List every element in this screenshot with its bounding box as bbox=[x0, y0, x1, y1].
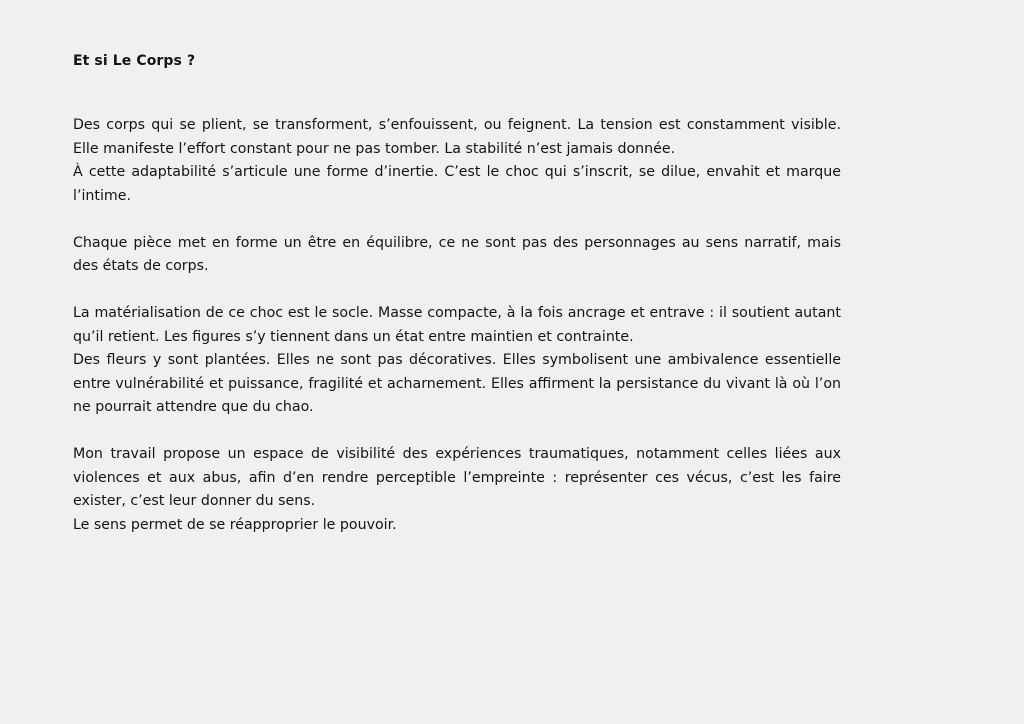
paragraph-spacer bbox=[73, 420, 841, 444]
paragraph-work: Mon travail propose un espace de visibilité des expériences traumatiques, notamment celles liées aux violences et aux abus, afin d’en rendre perceptible l’empreinte : représenter ces vécus, c’est les faire exister, c’est leur donner du sens. bbox=[73, 446, 841, 509]
document-body bbox=[73, 114, 841, 537]
paragraph-pieces: Chaque pièce met en forme un être en équilibre, ce ne sont pas des personnages au sens narratif, mais des états de corps. bbox=[73, 234, 841, 274]
paragraph-socle: La matérialisation de ce choc est le socle. Masse compacte, à la fois ancrage et entrave : il soutient autant qu’il retient. Les figures s’y tiennent dans un état entre maintien et contrainte. bbox=[73, 305, 841, 345]
paragraph-flowers: Des fleurs y sont plantées. Elles ne sont pas décoratives. Elles symbolisent une ambivalence essentielle entre vulnérabilité et puissance, fragilité et acharnement. Elles affirment la persistance du vivant là où l’on ne pourrait attendre que du chao. bbox=[73, 352, 841, 415]
paragraph-bodies: Des corps qui se plient, se transforment, s’enfouissent, ou feignent. La tension est constamment visible. Elle manifeste l’effort constant pour ne pas tomber. La stabilité n’est jamais donnée. bbox=[73, 117, 841, 157]
paragraph-meaning: Le sens permet de se réapproprier le pouvoir. bbox=[73, 516, 397, 533]
paragraph-spacer bbox=[73, 279, 841, 303]
paragraph-inertia: À cette adaptabilité s’articule une forme d’inertie. C’est le choc qui s’inscrit, se dilue, envahit et marque l’intime. bbox=[73, 164, 841, 204]
paragraph-spacer bbox=[73, 208, 841, 232]
page-title: Et si Le Corps ? bbox=[73, 53, 196, 69]
